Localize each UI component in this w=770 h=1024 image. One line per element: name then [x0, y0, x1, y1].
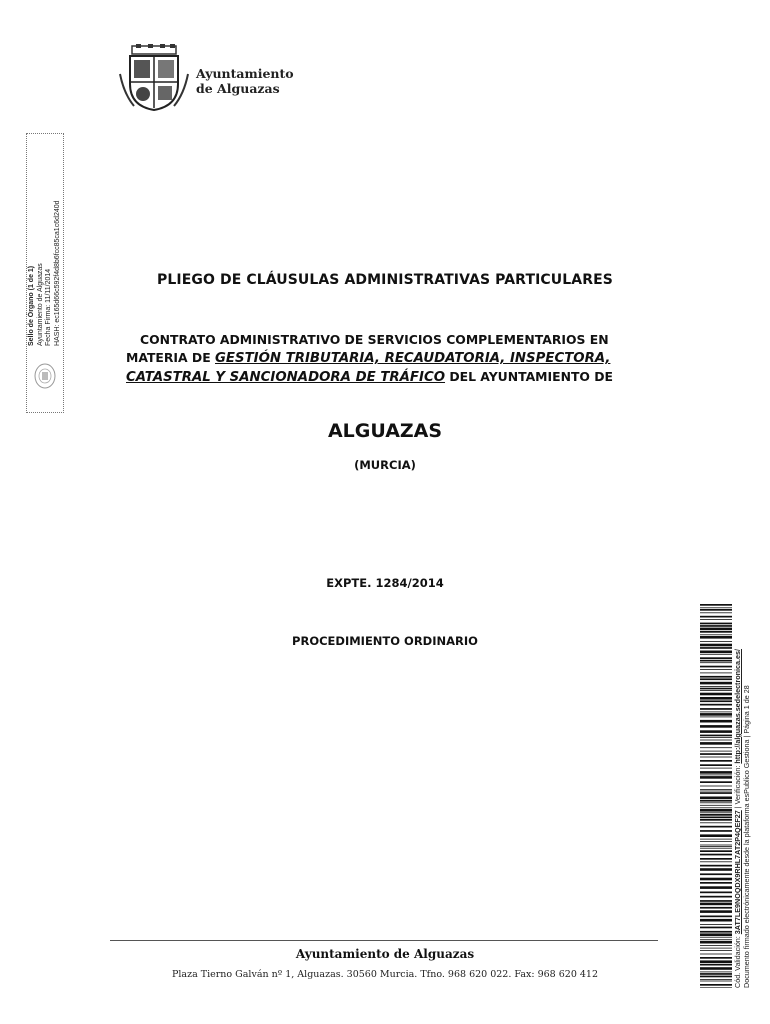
validation-mid: | Verificación:	[733, 763, 742, 811]
barcode-bar	[700, 688, 732, 690]
barcode-bar	[700, 753, 732, 755]
seal-line4: HASH: ec165d66c592f4d8b6fcc85ca1c6d240d	[53, 200, 61, 346]
barcode-bar	[700, 686, 732, 687]
org-name-line1: Ayuntamiento	[196, 66, 294, 81]
barcode-bar	[700, 797, 732, 800]
subtitle-prefix: MATERIA DE	[126, 350, 215, 365]
barcode-bar	[700, 878, 732, 881]
barcode-bar	[700, 789, 732, 790]
barcode-bar	[700, 678, 732, 680]
province-name: (MURCIA)	[354, 458, 416, 472]
barcode-bar	[700, 873, 732, 875]
barcode-bar	[700, 676, 732, 678]
barcode-bar	[700, 892, 732, 894]
barcode-bar	[700, 666, 732, 668]
barcode-bar	[700, 747, 732, 748]
procedure-type: PROCEDIMIENTO ORDINARIO	[292, 634, 478, 648]
barcode-bar	[700, 781, 732, 783]
validation-prefix: Cód. Validación:	[733, 934, 742, 988]
barcode-bar	[700, 972, 732, 973]
barcode-bar	[700, 809, 732, 812]
barcode-bar	[700, 919, 732, 922]
barcode-bar	[700, 651, 732, 654]
barcode-bar	[700, 931, 732, 933]
barcode-bar	[700, 939, 732, 940]
barcode-bar	[700, 717, 732, 718]
barcode-bar	[700, 673, 732, 674]
barcode-bar	[700, 641, 732, 642]
barcode-bar	[700, 735, 732, 737]
barcode-bar	[700, 805, 732, 806]
document-title: PLIEGO DE CLÁUSULAS ADMINISTRATIVAS PARTICULARES	[157, 272, 613, 288]
barcode-bar	[700, 822, 732, 823]
barcode-bar	[700, 791, 732, 792]
barcode-bar	[700, 960, 732, 963]
barcode-bar	[700, 792, 732, 794]
org-name-line2: de Alguazas	[196, 81, 280, 96]
barcode-bar	[700, 967, 732, 970]
seal-line3: Fecha Firma: 11/11/2014	[45, 268, 52, 346]
barcode-bar	[700, 720, 732, 723]
barcode-bar	[700, 846, 732, 847]
barcode-bar	[700, 631, 732, 633]
barcode-bar	[700, 987, 732, 988]
barcode-bar	[700, 690, 732, 691]
barcode-bar	[700, 854, 732, 856]
barcode-bar	[700, 619, 732, 620]
barcode-bar	[700, 826, 732, 828]
barcode-bar	[700, 819, 732, 821]
barcode-bar	[700, 848, 732, 849]
barcode-bar	[700, 730, 732, 733]
barcode-bar	[700, 693, 732, 696]
seal-stamp-icon	[33, 362, 57, 390]
coat-of-arms-logo	[118, 44, 190, 112]
barcode-bar	[700, 839, 732, 840]
barcode-bar	[700, 850, 732, 852]
barcode-bar	[700, 725, 732, 728]
barcode-bar	[700, 900, 732, 902]
barcode-bar	[700, 907, 732, 909]
seal-line1: Sello de Órgano (1 de 1)	[28, 265, 35, 346]
barcode-bar	[700, 657, 732, 659]
barcode-bar	[700, 742, 732, 745]
barcode-bar	[700, 740, 732, 741]
barcode-bar	[700, 868, 732, 871]
subtitle-line1: CONTRATO ADMINISTRATIVO DE SERVICIOS COMPLEMENTARIOS EN	[140, 332, 609, 347]
barcode-bar	[700, 751, 732, 752]
barcode-bar	[700, 768, 732, 769]
barcode-bar	[700, 697, 732, 700]
barcode-bar	[700, 625, 732, 627]
barcode-bar	[700, 737, 732, 738]
barcode-bar	[700, 623, 732, 625]
barcode-bar	[700, 636, 732, 639]
barcode-bar	[700, 704, 732, 706]
barcode-bar	[700, 775, 732, 776]
barcode-bar	[700, 979, 732, 980]
barcode-bar	[700, 814, 732, 816]
barcode-bar	[700, 865, 732, 867]
barcode-bar	[700, 708, 732, 710]
barcode-bar	[700, 933, 732, 936]
barcode-bar	[700, 945, 732, 946]
validation-text	[734, 649, 751, 988]
barcode-bar	[700, 660, 732, 662]
barcode-bar	[700, 800, 732, 802]
barcode-bar	[700, 830, 732, 832]
subtitle-suffix: DEL AYUNTAMIENTO DE	[445, 369, 613, 384]
barcode-bar	[700, 834, 732, 837]
barcode-bar	[700, 764, 732, 766]
subtitle-emphasis1: GESTIÓN TRIBUTARIA, RECAUDATORIA, INSPECTORA,	[215, 351, 611, 366]
validation-url[interactable]: http://alguazas.sedelectronica.es/	[733, 648, 742, 764]
barcode-bar	[700, 712, 732, 713]
seal-line2: Ayuntamiento de Alguazas	[36, 263, 44, 346]
barcode-bar	[700, 607, 732, 608]
barcode-bar	[700, 984, 732, 986]
barcode-bar	[700, 609, 732, 611]
barcode-bar	[700, 948, 732, 949]
barcode-bar	[700, 628, 732, 631]
barcode-bar	[700, 896, 732, 898]
barcode-bar	[700, 647, 732, 649]
barcode-bar	[700, 861, 732, 862]
barcode-bar	[700, 882, 732, 884]
barcode-bar	[700, 964, 732, 966]
barcode-bar	[700, 662, 732, 663]
barcode-bar	[700, 669, 732, 670]
barcode-bar	[700, 903, 732, 906]
barcode-bar	[700, 858, 732, 860]
barcode-bar	[700, 682, 732, 685]
barcode-bar	[700, 654, 732, 655]
barcode-bar	[700, 941, 732, 944]
subtitle-emphasis2: CATASTRAL Y SANCIONADORA DE TRÁFICO	[126, 370, 446, 385]
barcode-bar	[700, 604, 732, 606]
barcode-bar	[700, 845, 732, 846]
barcode-bar	[700, 760, 732, 762]
barcode-bar	[700, 644, 732, 647]
barcode-bar	[700, 612, 732, 613]
barcode-bar	[700, 713, 732, 716]
barcode-bar	[700, 802, 732, 803]
barcode-bar	[700, 812, 732, 813]
footer-divider	[110, 940, 658, 941]
barcode-bar	[700, 927, 732, 929]
validation-line2: Documento firmado electrónicamente desde la plataforma esPublico Gestiona | Página 1 de 28	[741, 685, 751, 988]
barcode-bar	[700, 916, 732, 918]
town-name: ALGUAZAS	[327, 420, 443, 442]
file-number: EXPTE. 1284/2014	[326, 576, 444, 590]
barcode-bar	[700, 973, 732, 975]
barcode-bar	[700, 981, 732, 982]
barcode-bar	[700, 910, 732, 913]
barcode-bar	[700, 634, 732, 635]
barcode-bar	[700, 700, 732, 702]
footer-address: Plaza Tierno Galván nº 1, Alguazas. 30560 Murcia. Tfno. 968 620 022. Fax: 968 620 412	[171, 969, 599, 980]
barcode-bar	[700, 616, 732, 618]
barcode-bar	[700, 954, 732, 955]
barcode-bar	[700, 807, 732, 808]
document-subtitle	[126, 331, 646, 387]
barcode-bar	[700, 786, 732, 787]
barcode-bar	[700, 841, 732, 842]
barcode-bar	[700, 776, 732, 779]
barcode-bar	[700, 924, 732, 925]
barcode-bar	[700, 976, 732, 978]
barcode-bar	[700, 950, 732, 951]
org-name	[196, 66, 294, 96]
validation-code: 3AT7LE9NOQDX9RHL7AT2P4QEF27	[733, 810, 742, 935]
barcode-bar	[700, 757, 732, 758]
barcode-bar	[700, 771, 732, 774]
barcode-bar	[700, 817, 732, 819]
barcode-bar	[700, 957, 732, 959]
barcode-bar	[700, 937, 732, 938]
barcode-icon	[700, 604, 732, 988]
barcode-bar	[700, 886, 732, 889]
footer-org-name: Ayuntamiento de Alguazas	[295, 947, 475, 961]
